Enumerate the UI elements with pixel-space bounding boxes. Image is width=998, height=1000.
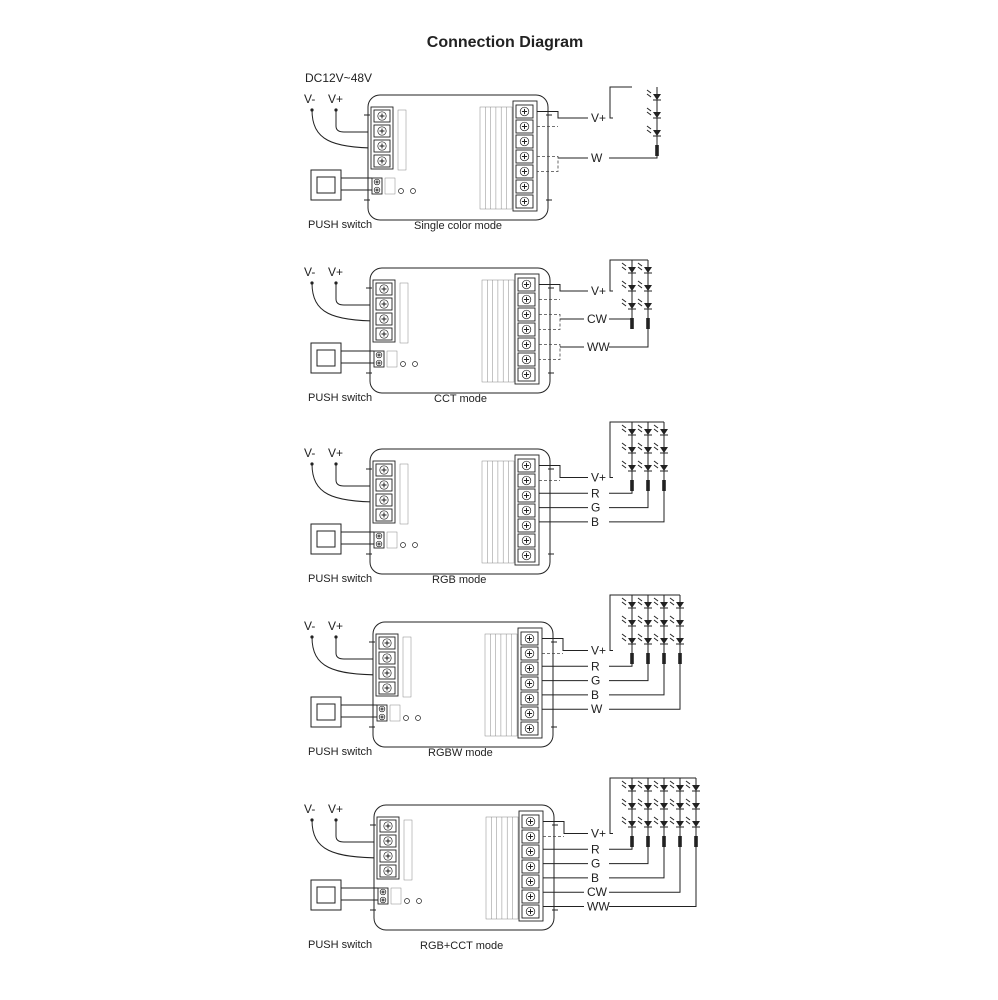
led-diode-ray2 [622, 267, 626, 270]
channel-return-wire [609, 156, 657, 158]
led-diode [676, 638, 684, 644]
v-plus-label: V+ [328, 265, 344, 279]
led-diode [676, 785, 684, 791]
led-diode-ray [686, 799, 690, 802]
v-plus-label: V+ [328, 802, 344, 816]
led-diode-ray2 [638, 303, 642, 306]
led-diode-ray2 [622, 821, 626, 824]
led-diode-ray2 [670, 602, 674, 605]
channel-return-wire [609, 847, 680, 892]
led-diode-ray2 [670, 785, 674, 788]
led-diode-ray2 [654, 429, 658, 432]
led-diode-ray [638, 443, 642, 446]
led-diode-ray2 [647, 94, 651, 97]
program-button [413, 543, 418, 548]
output-label-vplus: V+ [591, 826, 607, 841]
push-switch [311, 697, 341, 727]
led-diode [628, 638, 636, 644]
led-diode-ray [647, 108, 651, 111]
led-diode [628, 821, 636, 827]
led-diode [660, 447, 668, 453]
led-diode-ray [622, 461, 626, 464]
led-diode-ray2 [622, 429, 626, 432]
led-diode-ray2 [670, 638, 674, 641]
led-diode [660, 803, 668, 809]
program-button [417, 899, 422, 904]
led-diode-ray [622, 263, 626, 266]
indicator-led [405, 899, 410, 904]
led-diode [676, 821, 684, 827]
led-diode-ray2 [622, 602, 626, 605]
led-diode-ray2 [654, 465, 658, 468]
led-diode-ray2 [647, 112, 651, 115]
mode-caption: Single color mode [414, 220, 503, 232]
led-diode [644, 620, 652, 626]
led-resistor [678, 653, 682, 664]
led-diode-ray2 [622, 785, 626, 788]
led-diode-ray2 [654, 638, 658, 641]
led-diode-ray [622, 425, 626, 428]
channel-return-wire [609, 847, 632, 849]
program-button [411, 189, 416, 194]
led-diode-ray [647, 90, 651, 93]
output-label-vplus: V+ [591, 470, 607, 485]
led-diode-ray [654, 799, 658, 802]
led-diode-ray [638, 634, 642, 637]
push-switch [311, 880, 341, 910]
output-label-b: B [591, 870, 600, 885]
led-diode [653, 130, 661, 136]
led-diode [628, 465, 636, 471]
led-diode-ray2 [638, 267, 642, 270]
push-switch [311, 524, 341, 554]
output-label-cw: CW [587, 885, 607, 900]
led-diode [692, 821, 700, 827]
led-diode-ray [654, 634, 658, 637]
led-diode-ray2 [686, 821, 690, 824]
led-diode [676, 602, 684, 608]
led-diode-ray2 [622, 447, 626, 450]
led-diode [660, 638, 668, 644]
led-diode-ray [654, 598, 658, 601]
channel-return-wire [609, 847, 696, 907]
led-diode-ray2 [638, 620, 642, 623]
led-diode-ray [622, 598, 626, 601]
channel-return-wire [609, 847, 664, 878]
led-diode [644, 803, 652, 809]
led-diode-ray2 [638, 285, 642, 288]
led-diode-ray [670, 634, 674, 637]
output-label-cw: CW [587, 312, 607, 326]
led-diode [660, 620, 668, 626]
led-diode-ray2 [647, 130, 651, 133]
mode-caption: RGB+CCT mode [420, 940, 504, 952]
led-diode-ray2 [686, 803, 690, 806]
led-diode [628, 785, 636, 791]
led-diode [660, 821, 668, 827]
led-diode-ray [622, 299, 626, 302]
output-label-vplus: V+ [591, 643, 607, 658]
output-label-vplus: V+ [591, 284, 607, 298]
led-diode [628, 267, 636, 273]
led-diode-ray [622, 616, 626, 619]
led-diode-ray [638, 263, 642, 266]
led-diode-ray [647, 126, 651, 129]
led-diode-ray [622, 443, 626, 446]
push-switch-label: PUSH switch [308, 939, 373, 951]
led-diode-ray [638, 781, 642, 784]
led-diode-ray2 [622, 620, 626, 623]
v-plus-label: V+ [328, 619, 344, 633]
output-label-w: W [591, 702, 603, 717]
v-plus-label: V+ [328, 446, 344, 460]
led-diode [653, 112, 661, 118]
mode-caption: RGB mode [432, 574, 487, 586]
led-diode [628, 303, 636, 309]
led-diode [692, 785, 700, 791]
led-diode [644, 821, 652, 827]
output-label-r: R [591, 842, 600, 857]
led-diode-ray [670, 616, 674, 619]
indicator-led [404, 716, 409, 721]
led-diode [628, 285, 636, 291]
led-diode [644, 785, 652, 791]
led-diode-ray [622, 781, 626, 784]
led-diode [628, 602, 636, 608]
led-diode-ray2 [638, 602, 642, 605]
push-switch [311, 170, 341, 200]
led-diode [676, 620, 684, 626]
led-diode-ray2 [638, 638, 642, 641]
push-switch-label: PUSH switch [308, 746, 373, 758]
led-diode-ray2 [638, 447, 642, 450]
channel-return-wire [609, 664, 680, 709]
output-label-ww: WW [587, 340, 610, 354]
led-resistor [655, 145, 659, 156]
led-resistor [646, 480, 650, 491]
led-diode-ray2 [638, 803, 642, 806]
led-diode-ray [654, 616, 658, 619]
v-minus-label: V- [304, 92, 316, 106]
led-diode [644, 447, 652, 453]
led-diode-ray [686, 781, 690, 784]
channel-return-wire [609, 319, 632, 329]
indicator-led [401, 543, 406, 548]
led-diode-ray [654, 781, 658, 784]
push-switch-label: PUSH switch [308, 392, 373, 404]
led-diode [692, 803, 700, 809]
led-diode [644, 285, 652, 291]
output-label-r: R [591, 659, 600, 674]
led-diode-ray2 [654, 602, 658, 605]
led-diode-ray [622, 817, 626, 820]
led-diode-ray [638, 425, 642, 428]
mode-caption: RGBW mode [428, 747, 493, 759]
led-diode [644, 602, 652, 608]
push-switch-label: PUSH switch [308, 219, 373, 231]
output-label-g: G [591, 500, 601, 515]
channel-return-wire [609, 664, 664, 695]
led-diode [644, 429, 652, 435]
led-diode [660, 429, 668, 435]
led-diode [660, 785, 668, 791]
led-diode-ray2 [638, 821, 642, 824]
led-resistor [646, 836, 650, 847]
output-label-vplus: V+ [591, 111, 607, 125]
led-diode-ray [654, 461, 658, 464]
mode-section [304, 422, 668, 586]
led-resistor [662, 836, 666, 847]
led-diode [644, 638, 652, 644]
led-diode-ray2 [622, 638, 626, 641]
led-diode-ray2 [654, 803, 658, 806]
indicator-led [399, 189, 404, 194]
led-diode [660, 602, 668, 608]
channel-return-wire [609, 491, 664, 522]
output-label-g: G [591, 856, 601, 871]
led-diode-ray [638, 598, 642, 601]
led-diode-ray [622, 799, 626, 802]
led-resistor [646, 318, 650, 329]
led-resistor [678, 836, 682, 847]
led-resistor [662, 653, 666, 664]
led-diode-ray2 [654, 821, 658, 824]
led-diode-ray2 [622, 285, 626, 288]
v-minus-wire [312, 637, 383, 675]
diagram-title: Connection Diagram [426, 34, 584, 51]
mode-section [304, 87, 661, 232]
led-diode-ray [670, 817, 674, 820]
led-diode-ray2 [670, 803, 674, 806]
led-diode-ray2 [622, 303, 626, 306]
led-diode-ray2 [654, 620, 658, 623]
led-diode-ray2 [686, 785, 690, 788]
supply-voltage-label: DC12V~48V [305, 71, 373, 85]
led-diode [660, 465, 668, 471]
led-diode-ray [638, 461, 642, 464]
led-diode-ray2 [638, 429, 642, 432]
v-minus-label: V- [304, 619, 316, 633]
led-resistor [630, 653, 634, 664]
push-switch-label: PUSH switch [308, 573, 373, 585]
led-diode-ray2 [638, 785, 642, 788]
led-diode-ray [638, 817, 642, 820]
v-minus-wire [312, 820, 384, 858]
led-resistor [662, 480, 666, 491]
vplus-bus [610, 87, 632, 118]
output-label-ww: WW [587, 899, 610, 914]
led-diode [628, 803, 636, 809]
mode-section [304, 595, 684, 759]
led-diode [644, 303, 652, 309]
led-diode [676, 803, 684, 809]
led-resistor [630, 836, 634, 847]
output-label-b: B [591, 514, 600, 529]
led-diode [653, 94, 661, 100]
led-diode-ray2 [670, 620, 674, 623]
led-diode-ray [686, 817, 690, 820]
led-diode-ray [638, 299, 642, 302]
output-label-g: G [591, 673, 601, 688]
channel-return-wire [609, 664, 632, 666]
led-diode-ray2 [654, 447, 658, 450]
led-diode [628, 620, 636, 626]
led-resistor [630, 480, 634, 491]
led-diode-ray2 [622, 803, 626, 806]
led-diode-ray [654, 443, 658, 446]
mode-caption: CCT mode [434, 393, 487, 405]
program-button [413, 362, 418, 367]
led-diode [644, 465, 652, 471]
v-minus-label: V- [304, 446, 316, 460]
led-diode-ray2 [670, 821, 674, 824]
push-switch [311, 343, 341, 373]
program-button [416, 716, 421, 721]
indicator-led [401, 362, 406, 367]
output-label-b: B [591, 687, 600, 702]
v-plus-label: V+ [328, 92, 344, 106]
channel-return-wire [609, 329, 648, 347]
led-diode [628, 429, 636, 435]
led-resistor [646, 653, 650, 664]
led-diode-ray [638, 616, 642, 619]
output-label-r: R [591, 486, 600, 501]
led-diode-ray [654, 817, 658, 820]
v-minus-label: V- [304, 802, 316, 816]
mode-section [304, 260, 652, 405]
led-diode-ray [622, 634, 626, 637]
led-diode-ray2 [638, 465, 642, 468]
channel-return-wire [609, 491, 632, 493]
led-diode-ray [670, 781, 674, 784]
led-resistor [694, 836, 698, 847]
led-diode [628, 447, 636, 453]
led-diode-ray [670, 799, 674, 802]
led-diode-ray [638, 281, 642, 284]
led-diode-ray [670, 598, 674, 601]
led-diode-ray2 [654, 785, 658, 788]
led-diode-ray [638, 799, 642, 802]
v-minus-label: V- [304, 265, 316, 279]
output-label-w: W [591, 151, 603, 165]
led-diode-ray [654, 425, 658, 428]
led-diode [644, 267, 652, 273]
mode-section [304, 778, 700, 952]
led-diode-ray2 [622, 465, 626, 468]
led-diode-ray [622, 281, 626, 284]
